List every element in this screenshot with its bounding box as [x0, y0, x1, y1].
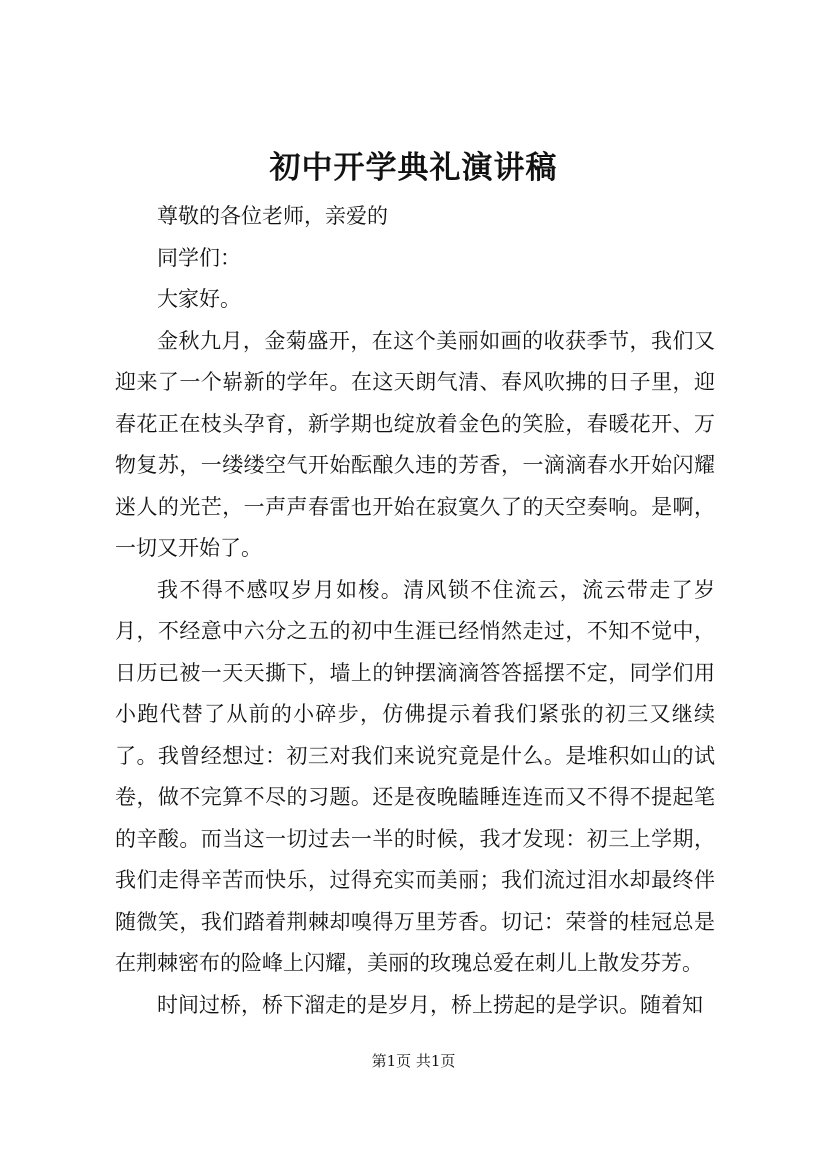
paragraph-salutation: 尊敬的各位老师，亲爱的	[157, 204, 388, 228]
document-title: 初中开学典礼演讲稿	[269, 150, 558, 186]
page-number-footer: 第1页 共1页	[371, 1052, 456, 1070]
paragraph-salutation-cont: 同学们：	[157, 245, 241, 270]
paragraph-1: 金秋九月，金菊盛开，在这个美丽如画的收获季节，我们又迎来了一个崭新的学年。在这天朗气清、春风吹拂的日子里，迎春花正在枝头孕育，新学期也绽放着金色的笑脸，春暖花开、万物复苏，一缕缕空气开始酝酿久违的芳香，一滴滴春水开始闪耀迷人的光芒，一声声春雷也开始在寂寞久了的天空奏响。是啊，一切又开始了。	[115, 328, 715, 560]
paragraph-2: 我不得不感叹岁月如梭。清风锁不住流云，流云带走了岁月，不经意中六分之五的初中生涯已经悄然走过，不知不觉中，日历已被一天天撕下，墙上的钟摆滴滴答答摇摆不定，同学们用小跑代替了从前的小碎步，仿佛提示着我们紧张的初三又继续了。我曾经想过：初三对我们来说究竟是什么。是堆积如山的试卷，做不完算不尽的习题。还是夜晚瞌睡连连而又不得不提起笔的辛酸。而当这一切过去一半的时候，我才发现：初三上学期，我们走得辛苦而快乐，过得充实而美丽；我们流过泪水却最终伴随微笑，我们踏着荆棘却嗅得万里芳香。切记：荣誉的桂冠总是在荆棘密布的险峰上闪耀，美丽的玫瑰总爱在刺儿上散发芬芳。	[115, 577, 715, 975]
document-body	[115, 196, 715, 1026]
paragraph-3: 时间过桥，桥下溜走的是岁月，桥上捞起的是学识。随着知	[157, 992, 703, 1017]
paragraph-greeting: 大家好。	[157, 287, 241, 311]
